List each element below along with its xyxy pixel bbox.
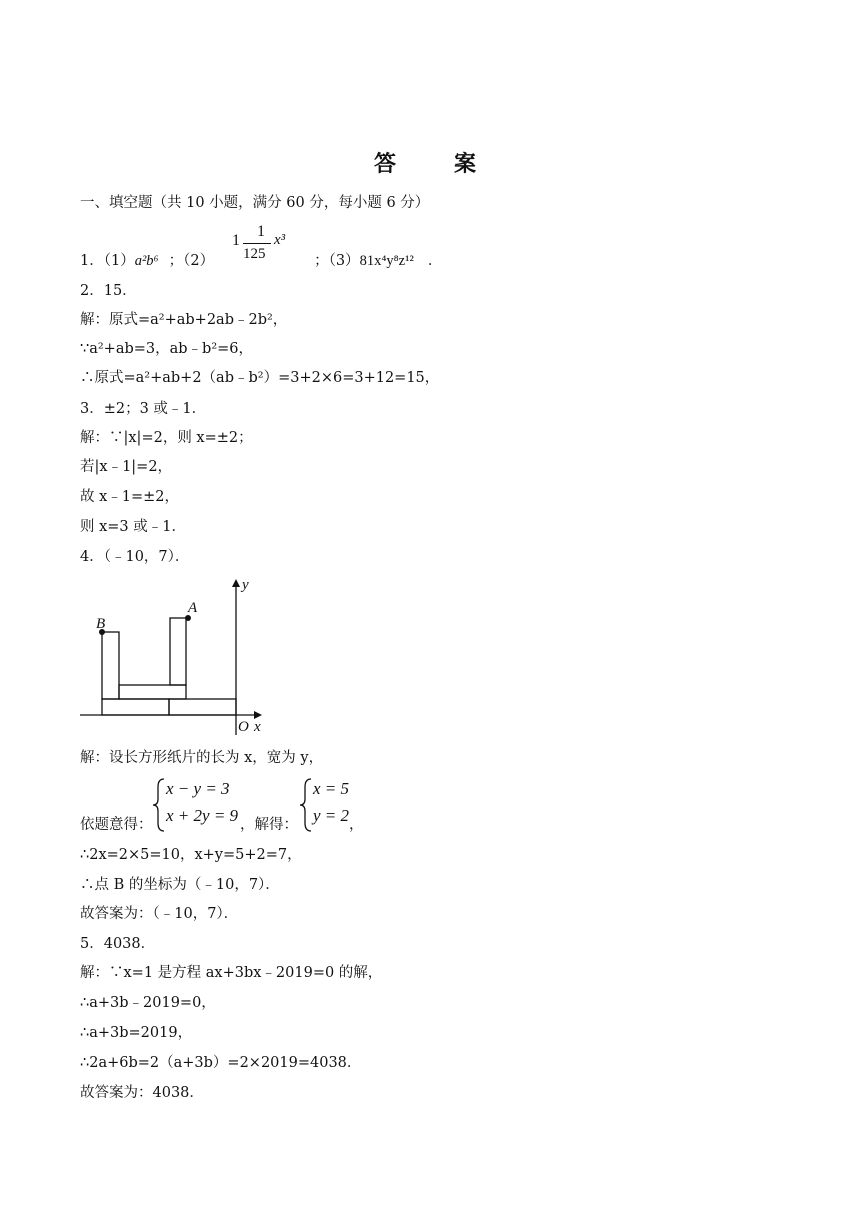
q5-step2: ∴a+3b﹣2019=0，	[80, 995, 216, 1011]
section-heading: 一、填空题（共 10 小题，满分 60 分，每小题 6 分）	[80, 195, 430, 211]
q3-step2: 若|x﹣1|=2，	[80, 459, 173, 475]
coordinate-figure	[78, 575, 278, 740]
q5-answer: 5．4038．	[80, 936, 156, 952]
q2-step3: ∴原式=a²+ab+2（ab﹣b²）=3+2×6=3+12=15，	[80, 370, 440, 386]
label-y: y	[242, 577, 249, 593]
label-a: A	[188, 600, 198, 616]
q4-step3: ∴2x=2×5=10，x+y=5+2=7，	[80, 847, 302, 863]
q1-sep1: ；（2）	[168, 253, 215, 269]
q4-step5: 故答案为：（﹣10，7）．	[80, 906, 239, 922]
label-b: B	[96, 616, 106, 632]
rect-left-vertical	[102, 632, 119, 699]
rect-bottom-right	[169, 699, 236, 715]
q3-answer: 3．±2；3 或﹣1．	[80, 401, 207, 417]
label-o: O	[238, 719, 249, 735]
rect-right-vertical	[170, 618, 186, 685]
q1-frac-bar	[243, 243, 271, 244]
q5-step3: ∴a+3b=2019，	[80, 1025, 193, 1041]
system1-brace	[152, 777, 166, 833]
q1-part3: 81x⁴y⁸z¹²	[359, 253, 414, 269]
q3-step4: 则 x=3 或﹣1．	[80, 519, 186, 535]
x-axis-arrow	[254, 711, 262, 719]
q5-step1: 解：∵x=1 是方程 ax+3bx﹣2019=0 的解，	[80, 965, 383, 981]
q5-step4: ∴2a+6b=2（a+3b）=2×2019=4038．	[80, 1055, 362, 1071]
label-x: x	[254, 719, 261, 735]
system2-brace	[299, 777, 313, 833]
system1-eq1: x − y = 3	[166, 779, 230, 798]
q5-step5: 故答案为：4038．	[80, 1085, 204, 1101]
q1-frac-den: 125	[243, 246, 266, 262]
q2-step2: ∵a²+ab=3，ab﹣b²=6，	[80, 341, 254, 357]
q2-step1: 解：原式=a²+ab+2ab﹣2b²，	[80, 312, 288, 328]
q1-frac-var: x³	[274, 232, 286, 248]
system2-eq1: x = 5	[313, 779, 350, 798]
q2-answer: 2．15．	[80, 283, 137, 299]
q4-step1: 解：设长方形纸片的长为 x，宽为 y，	[80, 750, 324, 766]
q1-prefix: 1．（1）	[80, 253, 135, 269]
page-title: 答 案	[373, 152, 494, 177]
q1-part1: a²b⁶	[134, 253, 159, 269]
q3-step1: 解：∵|x|=2，则 x=±2；	[80, 430, 253, 446]
q1-end: ．	[427, 253, 443, 269]
system2-eq2: y = 2	[313, 806, 350, 825]
q1-frac-whole: 1	[232, 232, 240, 249]
q4-step2-end: ，	[349, 817, 364, 833]
q1-frac-num: 1	[257, 223, 265, 240]
q4-step2-mid: ，解得：	[240, 817, 298, 833]
q1-sep2: ；（3）	[314, 253, 360, 269]
q4-step2-prefix: 依题意得：	[80, 817, 153, 833]
y-axis-arrow	[232, 579, 240, 587]
rect-bottom-left	[102, 699, 169, 715]
rect-middle	[119, 685, 186, 699]
q4-step4: ∴点 B 的坐标为（﹣10，7）．	[80, 877, 280, 893]
q4-answer: 4．（﹣10，7）．	[80, 549, 190, 565]
system1-eq2: x + 2y = 9	[166, 806, 239, 825]
q3-step3: 故 x﹣1=±2，	[80, 489, 180, 505]
